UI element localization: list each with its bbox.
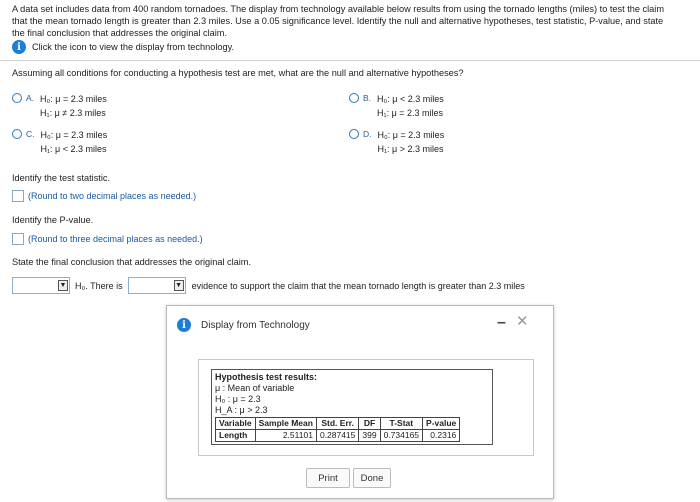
conclusion-tail-text: evidence to support the claim that the mean tornado length is greater than 2.3 miles [191,280,525,291]
intro-line-1: A data set includes data from 400 random tornadoes. The display from technology available below results from using the tornado lengths (miles) to test the claim [12,4,664,14]
dialog-header [177,318,310,332]
option-d-radio[interactable] [349,129,359,139]
table-cell: 2.51101 [255,430,316,442]
option-a-h1: H₁: μ ≠ 2.3 miles [40,108,106,118]
table-header-row [216,418,460,430]
technology-display-link[interactable] [12,40,234,54]
print-button[interactable]: Print [306,468,350,488]
table-cell: 0.734165 [380,430,422,442]
test-statistic-answer [12,190,196,202]
results-panel [198,359,534,456]
option-a-letter: A. [26,93,35,103]
option-a-radio[interactable] [12,93,22,103]
p-value-label: Identify the P-value. [12,215,94,225]
info-link-text: Click the icon to view the display from technology. [32,42,235,52]
technology-display-dialog [166,305,554,499]
mu-description: μ : Mean of variable [215,383,295,393]
reject-decision-select[interactable] [12,277,70,294]
test-statistic-hint: (Round to two decimal places as needed.) [28,191,197,201]
null-hypothesis: H₀ : μ = 2.3 [215,394,261,404]
results-title: Hypothesis test results: [215,372,318,382]
evidence-select[interactable] [128,277,186,294]
column-header: Sample Mean [255,418,316,430]
option-c-radio[interactable] [12,129,22,139]
dialog-title: Display from Technology [201,319,310,331]
test-statistic-label: Identify the test statistic. [12,173,111,183]
hypotheses-question: Assuming all conditions for conducting a hypothesis test are met, what are the null and alternative hypotheses? [12,68,464,78]
option-b-radio[interactable] [349,93,359,103]
option-b-h1: H₁: μ = 2.3 miles [377,108,444,118]
close-icon[interactable]: ✕ [516,313,529,330]
column-header: T-Stat [380,418,422,430]
column-header: P-value [423,418,460,430]
chevron-down-icon[interactable]: ▼ [59,282,67,289]
option-b[interactable] [349,92,444,120]
option-b-h0: H₀: μ < 2.3 miles [377,94,444,104]
table-row [216,430,460,442]
option-c-h0: H₀: μ = 2.3 miles [40,130,108,140]
intro-line-3: the final conclusion that addresses the original claim. [12,28,228,38]
table-cell: 399 [359,430,380,442]
option-a-h0: H₀: μ = 2.3 miles [40,94,107,104]
table-cell: 0.287415 [316,430,358,442]
option-d-letter: D. [363,129,372,139]
alt-hypothesis: H_A : μ > 2.3 [215,405,268,415]
conclusion-mid-text: H₀. There is [75,280,123,291]
option-c-letter: C. [26,129,35,139]
minimize-button[interactable]: – [497,314,506,331]
option-c-h1: H₁: μ < 2.3 miles [40,144,107,154]
intro-line-2: that the mean tornado length is greater than 2.3 miles. Use a 0.05 significance level. Identify the null and alternative hypotheses, test statistic, P-value, and state [12,16,664,26]
table-cell: 0.2316 [423,430,460,442]
done-button[interactable]: Done [353,468,391,488]
option-d-h0: H₀: μ = 2.3 miles [377,130,445,140]
test-statistic-input[interactable] [12,190,24,202]
p-value-input[interactable] [12,233,24,245]
chevron-down-icon[interactable]: ▼ [175,282,183,289]
results-table [215,417,460,442]
option-d-h1: H₁: μ > 2.3 miles [377,144,444,154]
divider [0,60,700,61]
column-header: DF [359,418,380,430]
info-icon: i [177,318,191,332]
column-header: Variable [216,418,256,430]
p-value-answer [12,233,203,245]
conclusion-sentence [12,277,525,294]
problem-statement [12,3,692,39]
conclusion-label: State the final conclusion that addresses the original claim. [12,257,252,267]
option-a[interactable] [12,92,107,120]
option-d[interactable] [349,128,444,156]
column-header: Std. Err. [316,418,358,430]
info-icon[interactable]: i [12,40,26,54]
table-cell: Length [216,430,256,442]
hypothesis-results [211,369,493,445]
option-c[interactable] [12,128,107,156]
p-value-hint: (Round to three decimal places as needed.) [28,234,203,244]
option-b-letter: B. [363,93,372,103]
